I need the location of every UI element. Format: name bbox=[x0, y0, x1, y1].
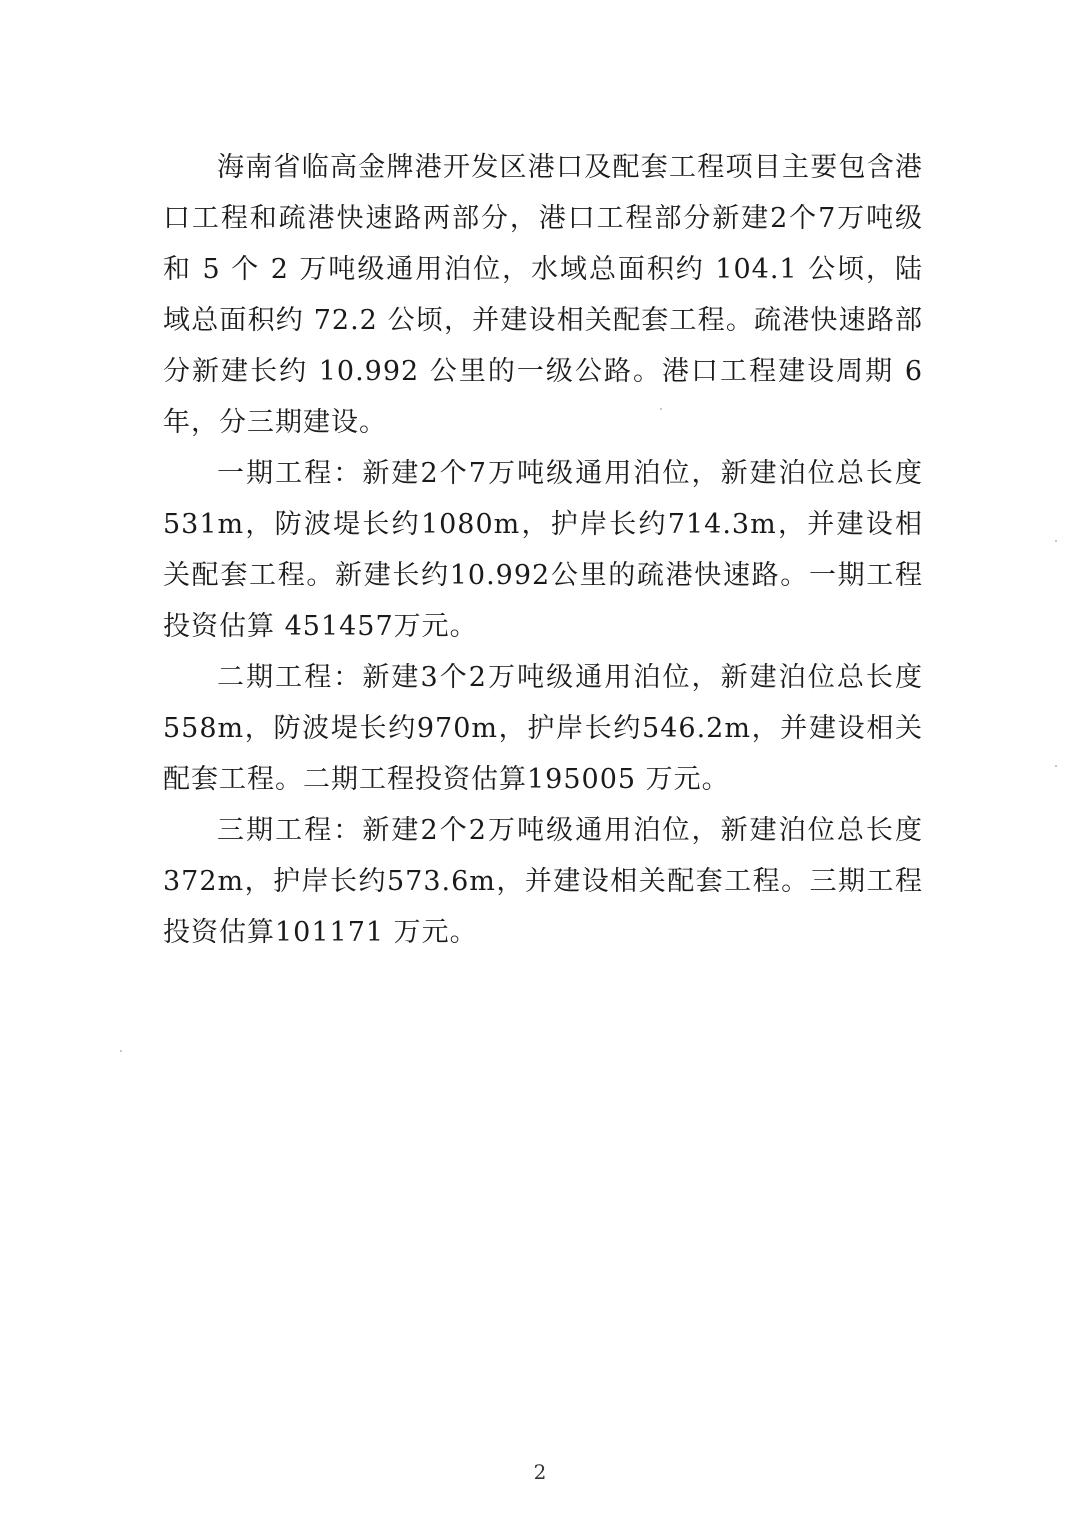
paragraph-phase-one: 一期工程：新建2个7万吨级通用泊位，新建泊位总长度 531m，防波堤长约1080m，护岸长约714.3m，并建设相关配套工程。新建长约10.992公里的疏港快速路。一期工程投资估算 451457万元。 bbox=[163, 458, 923, 642]
scan-speck bbox=[660, 408, 662, 410]
paragraph-phase-two: 二期工程：新建3个2万吨级通用泊位，新建泊位总长度558m，防波堤长约970m，护岸长约546.2m，并建设相关配套工程。二期工程投资估算195005 万元。 bbox=[163, 662, 923, 795]
document-body bbox=[163, 142, 923, 958]
paragraph-phase-three: 三期工程：新建2个2万吨级通用泊位，新建泊位总长度372m，护岸长约573.6m，并建设相关配套工程。三期工程投资估算101171 万元。 bbox=[163, 815, 923, 948]
scan-speck bbox=[1055, 765, 1057, 767]
page-number: 2 bbox=[533, 1460, 547, 1484]
scan-speck bbox=[120, 1050, 122, 1052]
scan-speck bbox=[1055, 540, 1057, 542]
paragraph-project-overview: 海南省临高金牌港开发区港口及配套工程项目主要包含港口工程和疏港快速路两部分，港口工程部分新建2个7万吨级和 5 个 2 万吨级通用泊位，水域总面积约 104.1 公顷，陆域总面积约 72.2 公顷，并建设相关配套工程。疏港快速路部分新建长约 10.992 公里的一级公路。港口工程建设周期 6 年，分三期建设。 bbox=[163, 152, 923, 438]
